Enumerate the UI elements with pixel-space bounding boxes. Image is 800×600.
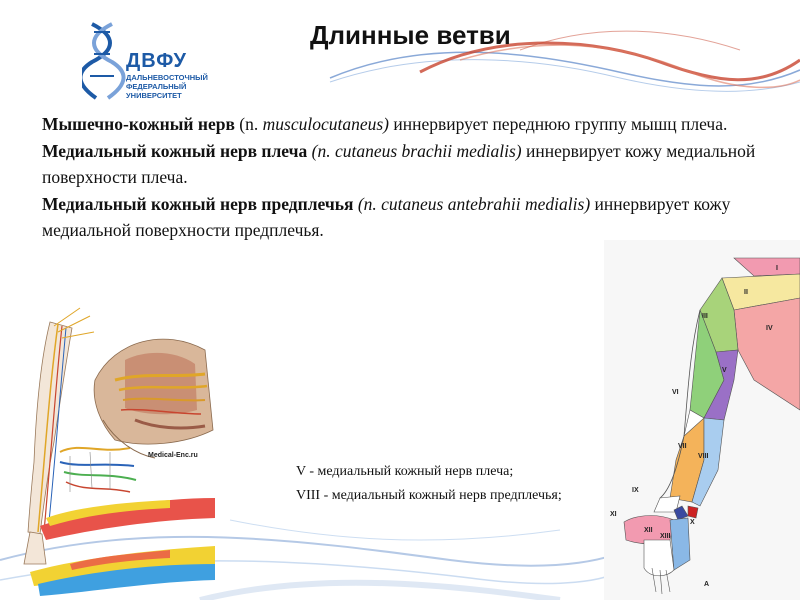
logo-subline: ФЕДЕРАЛЬНЫЙ bbox=[126, 82, 187, 91]
description: иннервирует кожу медиальной поверхности плеча. bbox=[42, 140, 756, 187]
image-watermark: Medical-Enc.ru bbox=[148, 452, 198, 459]
zone-label: VII bbox=[678, 443, 687, 450]
dermatome-map-drawing bbox=[604, 240, 800, 600]
dermatome-map bbox=[604, 240, 800, 600]
latin-name: (n. cutaneus antebrahii medialis) bbox=[357, 193, 591, 214]
body-text bbox=[42, 111, 792, 244]
zone-label: III bbox=[702, 313, 708, 320]
caption-line: VIII - медиальный кожный нерв предплечья; bbox=[296, 488, 562, 503]
zone-label: IV bbox=[766, 325, 773, 332]
description: иннервирует переднюю группу мышц плеча. bbox=[389, 114, 728, 134]
shoulder-dissection-illustration bbox=[85, 320, 220, 465]
logo-name: ДВФУ bbox=[126, 50, 187, 72]
latin-prefix: (n. bbox=[234, 114, 263, 134]
zone-label: I bbox=[776, 265, 778, 272]
zone-label: X bbox=[690, 519, 695, 526]
nerve-name: Медиальный кожный нерв плеча bbox=[42, 140, 308, 161]
latin-name: (n. cutaneus brachii medialis) bbox=[311, 140, 522, 161]
university-logo bbox=[82, 20, 212, 104]
description: иннервирует кожу медиальной поверхности предплечья. bbox=[42, 193, 731, 240]
nerve-name: Мышечно-кожный нерв bbox=[42, 114, 235, 134]
zone-label: IX bbox=[632, 487, 639, 494]
zone-label: V bbox=[722, 367, 727, 374]
paragraph bbox=[42, 138, 792, 191]
logo-subline: УНИВЕРСИТЕТ bbox=[126, 91, 182, 100]
dna-helix-icon bbox=[82, 20, 126, 104]
slide-title: Длинные ветви bbox=[310, 20, 511, 50]
paragraph bbox=[42, 111, 792, 138]
zone-label: VI bbox=[672, 389, 679, 396]
zone-label: XI bbox=[610, 511, 617, 518]
logo-subline: ДАЛЬНЕВОСТОЧНЫЙ bbox=[126, 73, 208, 82]
figure-caption bbox=[296, 462, 596, 510]
figure-letter: А bbox=[704, 581, 710, 588]
nerve-name: Медиальный кожный нерв предплечья bbox=[42, 193, 354, 214]
zone-label: XII bbox=[644, 527, 653, 534]
zone-label: XIII bbox=[660, 533, 671, 540]
latin-name: musculocutaneus) bbox=[262, 114, 389, 134]
zone-label: VIII bbox=[698, 453, 709, 460]
paragraph bbox=[42, 191, 792, 244]
zone-label: II bbox=[744, 289, 748, 296]
caption-line: V - медиальный кожный нерв плеча; bbox=[296, 464, 514, 479]
